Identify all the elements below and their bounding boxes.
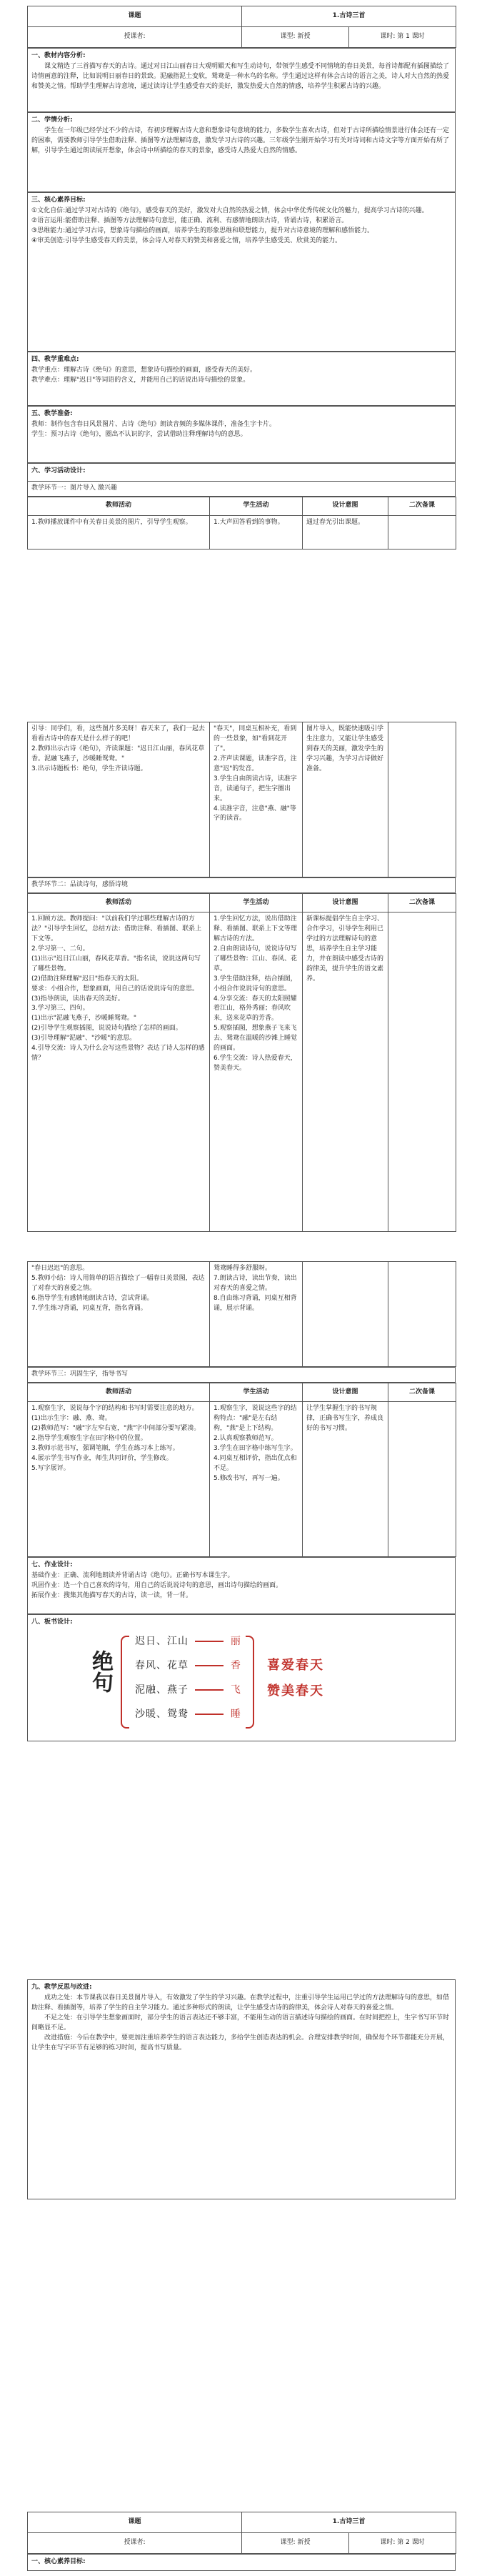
section-textbook xyxy=(27,48,456,112)
key-point: 教学难点：理解"迟日"等词语的含义，并能用自己的话说出诗句描绘的景象。 xyxy=(31,376,250,384)
teacher-activity: "春日迟迟"的意思。 5.教师小结：诗人用简单的语言描绘了一幅春日美景图，表达了对春天的喜爱之情。 6.指导学生有感情地朗读古诗，尝试背诵。 7.学生练习背诵，同桌互背，指名背诵。 xyxy=(28,1262,210,1367)
connector-line xyxy=(195,1641,224,1642)
lesson-plan-page-5 xyxy=(27,2512,456,2571)
homework-item: 巩固作业：选一个自己喜欢的诗句，用自己的话说说诗句的意思，画出诗句描绘的画面。 xyxy=(31,1581,283,1589)
section-goals-2 xyxy=(27,2554,456,2571)
second-prep xyxy=(388,1262,456,1367)
student-activity: "春天"，同桌互相补充，看到的一些景象，如"看到花开了"。 2.齐声读课题，读准字音，注意"迟"的发音。 3.学生自由朗读古诗，读准字音，读通句子，把生字圈出来。 4.读准字音，注意"燕、融"等字的读音。 xyxy=(210,722,303,877)
second-prep xyxy=(388,515,456,549)
board-row-left: 春风、花草 xyxy=(135,1659,189,1671)
second-prep xyxy=(388,912,456,1232)
teacher-activity: 1.回顾方法。教师提问："以前我们学过哪些理解古诗的方法？"引导学生回忆，总结方法：借助注释、看插图、联系上下文等。 2.学习第一、二句。 (1)出示"迟日江山丽，春风花草香。"指名读，说说这两句写了哪些景物。 (2)借助注释理解"迟日"指春天的太阳。 要求：小组合作，想象画面，用自己的话说说诗句的意思。 (3)指导朗读，读出春天的美好。 3.学习第三、四句。 (1)出示"泥融飞燕子，沙暖睡鸳鸯。" (2)引导学生观察插图，说说诗句描绘了怎样的画面。 (3)引导理解"泥融"、"沙暖"的意思。 4.引导交流：诗人为什么会写这些景物？表达了诗人怎样的感情？ xyxy=(28,912,210,1232)
section-heading: 一、教材内容分析: xyxy=(31,52,86,59)
section-board-design xyxy=(27,1614,456,1741)
label-teacher: 授课者: xyxy=(28,2533,242,2554)
goal-item: ①文化自信:通过学习对古诗的《绝句》，感受春天的美好，激发对大自然的热爱之情，体会中华优秀传统文化的魅力，提高学习古诗的兴趣。 xyxy=(31,207,428,214)
label-teacher: 授课者: xyxy=(28,27,242,48)
label-title: 课题 xyxy=(28,6,242,27)
board-row-left: 迟日、江山 xyxy=(135,1635,189,1647)
board-row-right: 睡 xyxy=(230,1708,241,1720)
lesson-plan-page-4 xyxy=(27,1979,456,2199)
lesson-plan-page-2 xyxy=(27,722,456,1232)
lesson-title: 1.古诗三首 xyxy=(242,6,456,27)
section-learner-analysis xyxy=(27,112,456,192)
board-row xyxy=(135,1634,241,1650)
connector-line xyxy=(195,1714,224,1715)
section-goals xyxy=(27,192,456,352)
section-heading: 二、学情分析: xyxy=(31,116,73,124)
student-activity: 1.大声回答看到的事物。 xyxy=(210,515,303,549)
board-row-right: 香 xyxy=(230,1659,241,1671)
col-student: 学生活动 xyxy=(210,894,303,912)
prep-item: 学生：预习古诗《绝句》，圈出不认识的字，尝试借助注释理解诗句的意思。 xyxy=(31,430,247,438)
left-brace xyxy=(121,1636,129,1729)
board-row xyxy=(135,1707,241,1723)
activity-table-step2 xyxy=(27,893,456,1232)
activity-table-step1-cont xyxy=(27,722,456,877)
lesson-period: 课时: 第 2 课时 xyxy=(349,2533,456,2554)
goal-item: ④审美创造:引导学生感受春天的美景，体会诗人对春天的赞美和喜爱之情，培养学生感受美、欣赏美的能力。 xyxy=(31,237,342,244)
board-summary-2: 赞美春天 xyxy=(267,1683,324,1699)
header-table-2 xyxy=(27,2512,456,2554)
step2-title-row xyxy=(27,877,456,893)
student-activity: 1.观察生字，说说这些字的结构特点："融"是左右结构，"燕"是上下结构。 2.认真观察教师范写。 3.学生在田字格中练写生字。 4.同桌互相评价，指出优点和不足。 5.修改书写，再写一遍。 xyxy=(210,1402,303,1557)
reflection-para: 成功之处：本节课我以春日美景图片导入，有效激发了学生的学习兴趣。在教学过程中，注重引导学生运用已学过的方法理解诗句的意思，如借助注释、看插图等，培养了学生的自主学习能力。通过多种形式的朗读，让学生感受古诗的韵律美，体会诗人对春天的喜爱之情。 xyxy=(31,1994,450,2011)
section-heading: 七、作业设计: xyxy=(31,1561,73,1568)
goal-item: ③思维能力:通过学习古诗，想象诗句描绘的画面，培养学生的形象思维和联想能力，提升对古诗意境的理解和感悟能力。 xyxy=(31,227,374,234)
section-homework xyxy=(27,1557,456,1614)
goal-item: ②语言运用:能借助注释、插图等方法理解诗句意思，能正确、流利、有感情地朗读古诗，背诵古诗，积累语言。 xyxy=(31,217,348,224)
col-intent: 设计意图 xyxy=(303,497,388,515)
activity-table-step3 xyxy=(27,1383,456,1557)
blackboard-layout xyxy=(31,1628,451,1736)
second-prep xyxy=(388,1402,456,1557)
design-intent xyxy=(303,1262,388,1367)
col-teacher: 教师活动 xyxy=(28,1383,210,1402)
step-title: 教学环节一：图片导入 激兴趣 xyxy=(28,482,456,497)
design-intent: 图片导入，既能快速吸引学生注意力，又能让学生感受到春天的美丽，激发学生的学习兴趣，为学习古诗做好准备。 xyxy=(303,722,388,877)
section-key-points xyxy=(27,352,456,406)
section-activity-design xyxy=(27,463,456,497)
col-note: 二次备课 xyxy=(388,497,456,515)
section-text: 学生在一年级已经学过不少的古诗，有初步理解古诗大意和想象诗句意境的能力，多数学生喜欢古诗，但对于古诗所描绘情景进行体会还有一定的困难，需要教师引导学生借助注释、插图等方法理解诗意，激发学习古诗的兴趣。三年级学生刚开始学习有关对诗词和古诗文字等方面开始有所了解，引导学生通过朗读展开想象，体会诗中所描绘的春天的景象，感受诗人热爱大自然的情感。 xyxy=(31,126,450,154)
activity-table-step2-cont xyxy=(27,1261,456,1367)
section-heading: 一、核心素养目标: xyxy=(31,2558,86,2565)
reflection-para: 不足之处：在引导学生想象画面时，部分学生的语言表达还不够丰富，不能用生动的语言描述诗句描绘的画面。在时间把控上，生字书写环节时间略显不足。 xyxy=(31,2014,450,2032)
col-intent: 设计意图 xyxy=(303,1383,388,1402)
section-text: 课文精选了三首描写春天的古诗。通过对日江山丽春日大观明媚天和写生动诗句，带领学生感受不同情境的春日美景，每首诗都配有插图描绘了诗情画意的注释，比如说明日丽春日的景致。泥融指泥土变软，鸳鸯是一种水鸟的名称。学生通过这样有体会古诗的语言之美，诗人对大自然的热爱和赞美之情。帮助学生理解古诗意境，通过读诗让学生感受春天的美好，激发热爱大自然的情感，培养学生积累古诗的兴趣。 xyxy=(31,62,450,90)
board-row-left: 泥融、燕子 xyxy=(135,1684,189,1696)
lesson-type: 课型: 新授 xyxy=(242,2533,349,2554)
design-intent: 新课标提倡学生自主学习、合作学习，引导学生利用已学过的方法理解诗句的意思，培养学生自主学习能力，并在朗读中感受古诗的韵律美，提升学生的语文素养。 xyxy=(303,912,388,1232)
step3-title-row xyxy=(27,1367,456,1383)
lesson-title: 1.古诗三首 xyxy=(242,2512,456,2533)
board-row-right: 飞 xyxy=(230,1684,241,1696)
teacher-activity: 1.教师播放课件中有关春日美景的图片，引导学生观察。 xyxy=(28,515,210,549)
reflection-para: 改进措施：今后在教学中，要更加注重培养学生的语言表达能力，多给学生创造表达的机会。合理安排教学时间，确保每个环节都能充分开展，让学生在写字环节有足够的练习时间，提高书写质量。 xyxy=(31,2034,450,2052)
board-summary-1: 喜爱春天 xyxy=(267,1657,324,1673)
design-intent: 通过春光引出课题。 xyxy=(303,515,388,549)
activity-table-step1 xyxy=(27,497,456,549)
col-note: 二次备课 xyxy=(388,1383,456,1402)
connector-line xyxy=(195,1665,224,1666)
section-preparation xyxy=(27,406,456,463)
lesson-plan-page-1 xyxy=(27,6,456,549)
section-heading: 三、核心素养目标: xyxy=(31,197,86,204)
board-row xyxy=(135,1683,241,1699)
student-activity: 1.学生回忆方法，说出借助注释、看插图、联系上下文等理解古诗的方法。 2.自由朗读诗句，说说诗句写了哪些景物：江山、春风、花草。 3.学生借助注释，结合插图，小组合作说说诗句的意思。 4.分享交流：春天的太阳照耀着江山，格外秀丽；春风吹来，送来花草的芳香。 5.观察插图，想象燕子飞来飞去、鸳鸯在温暖的沙滩上睡觉的画面。 6.学生交流：诗人热爱春天，赞美春天。 xyxy=(210,912,303,1232)
step-title: 教学环节二：品读诗句，感悟诗境 xyxy=(28,878,456,893)
step-title: 教学环节三：巩固生字，指导书写 xyxy=(28,1368,456,1383)
connector-line xyxy=(195,1689,224,1691)
col-note: 二次备课 xyxy=(388,894,456,912)
col-teacher: 教师活动 xyxy=(28,894,210,912)
board-title: 绝句 xyxy=(88,1649,113,1693)
label-title: 课题 xyxy=(28,2512,242,2533)
col-student: 学生活动 xyxy=(210,1383,303,1402)
prep-item: 教师：制作包含春日风景图片、古诗《绝句》朗读音频的多媒体课件，准备生字卡片。 xyxy=(31,420,276,428)
board-row-right: 丽 xyxy=(230,1635,241,1647)
design-intent: 让学生掌握生字的书写规律，正确书写生字，养成良好的书写习惯。 xyxy=(303,1402,388,1557)
teacher-activity: 1.观察生字，说说每个字的结构和书写时需要注意的地方。 (1)出示生字：融、燕、鸯。 (2)教师范写："融"字左窄右宽，"燕"字中间部分要写紧凑。 2.指导学生观察生字在田字格中的位置。 3.教师示范书写，强调笔顺，学生在练习本上练写。 4.展示学生书写作业，师生共同评价，学生修改。 5.写字展评。 xyxy=(28,1402,210,1557)
teacher-activity: 引导：同学们，看，这些图片多美呀！春天来了，我们一起去看看古诗中的春天是什么样子的吧！ 2.教师出示古诗《绝句》，齐读课题："迟日江山丽，春风花草香。泥融飞燕子，沙暖睡鸳鸯。" 3.出示诗题板书：绝句，学生齐读诗题。 xyxy=(28,722,210,877)
board-row xyxy=(135,1659,241,1674)
section-heading: 八、板书设计: xyxy=(31,1618,73,1626)
homework-item: 拓展作业：搜集其他描写春天的古诗，读一读，背一背。 xyxy=(31,1591,193,1599)
homework-item: 基础作业：正确、流利地朗读并背诵古诗《绝句》。正确书写本课生字。 xyxy=(31,1571,234,1579)
key-point: 教学重点：理解古诗《绝句》的意思，想象诗句描绘的画面，感受春天的美好。 xyxy=(31,366,257,374)
lesson-type: 课型: 新授 xyxy=(242,27,349,48)
header-table xyxy=(27,6,456,48)
right-brace xyxy=(246,1636,254,1729)
lesson-plan-page-3 xyxy=(27,1261,456,1741)
student-activity: 鸳鸯睡得多舒服呀。 7.朗读古诗，读出节奏，读出对春天的喜爱之情。 8.自由练习背诵，同桌互相背诵，展示背诵。 xyxy=(210,1262,303,1367)
lesson-period: 课时: 第 1 课时 xyxy=(349,27,456,48)
section-heading: 九、教学反思与改进: xyxy=(31,1984,92,1991)
section-reflection xyxy=(27,1979,456,2199)
section-heading: 五、教学准备: xyxy=(31,410,73,417)
second-prep xyxy=(388,722,456,877)
board-row-left: 沙暖、鸳鸯 xyxy=(135,1708,189,1720)
col-intent: 设计意图 xyxy=(303,894,388,912)
section-heading: 四、教学重难点: xyxy=(31,356,79,363)
col-teacher: 教师活动 xyxy=(28,497,210,515)
col-student: 学生活动 xyxy=(210,497,303,515)
section-heading: 六、学习活动设计: xyxy=(31,467,86,474)
